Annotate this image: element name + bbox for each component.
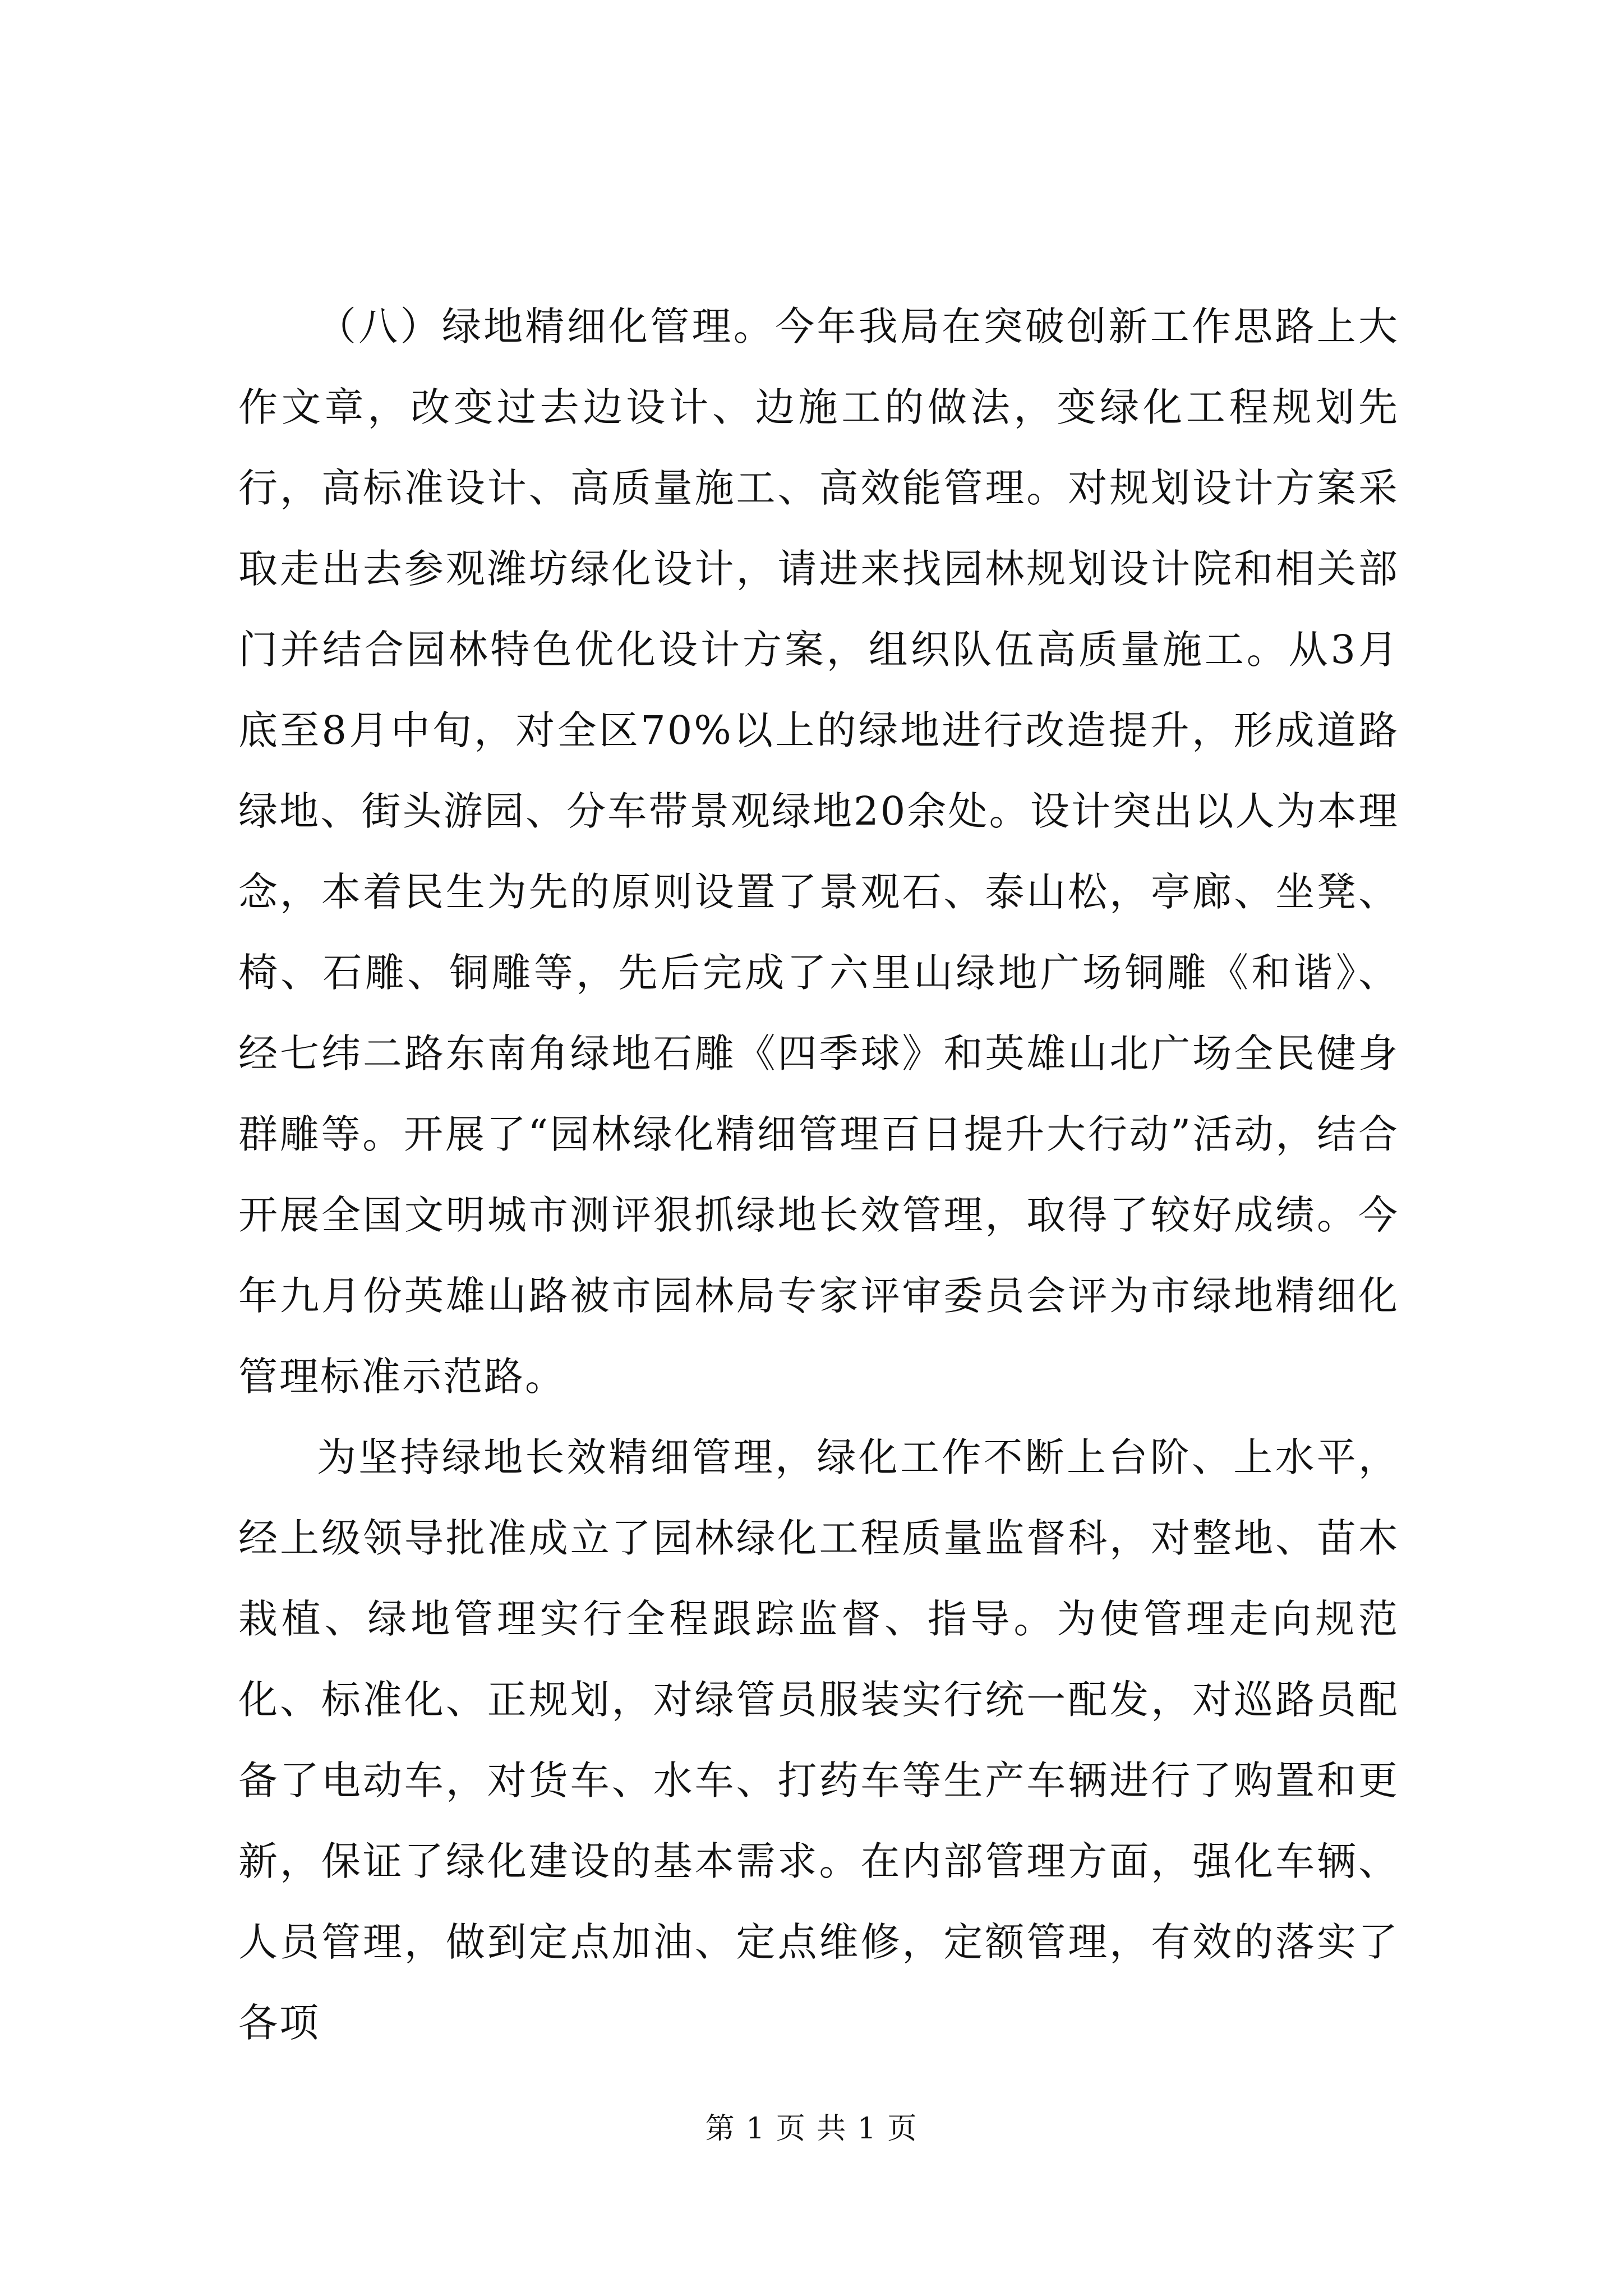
page-footer: 第 1 页 共 1 页 xyxy=(705,2112,918,2146)
paragraph-long-term-management: 为坚持绿地长效精细管理，绿化工作不断上台阶、上水平，经上级领导批准成立了园林绿化工程质量监督科，对整地、苗木栽植、绿地管理实行全程跟踪监督、指导。为使管理走向规范化、标准化、正规划，对绿管员服装实行统一配发，对巡路员配备了电动车，对货车、水车、打药车等生产车辆进行了购置和更新，保证了绿化建设的基本需求。在内部管理方面，强化车辆、人员管理，做到定点加油、定点维修，定额管理，有效的落实了各项 xyxy=(238,1434,1399,2046)
paragraph-green-space-management: （八）绿地精细化管理。今年我局在突破创新工作思路上大作文章，改变过去边设计、边施工的做法，变绿化工程规划先行，高标准设计、高质量施工、高效能管理。对规划设计方案采取走出去参观潍坊绿化设计，请进来找园林规划设计院和相关部门并结合园林特色优化设计方案，组织队伍高质量施工。从3月底至8月中旬，对全区70%以上的绿地进行改造提升，形成道路绿地、街头游园、分车带景观绿地20余处。设计突出以人为本理念，本着民生为先的原则设置了景观石、泰山松，亭廊、坐凳、椅、石雕、铜雕等，先后完成了六里山绿地广场铜雕《和谐》、经七纬二路东南角绿地石雕《四季球》和英雄山北广场全民健身群雕等。开展了“园林绿化精细管理百日提升大行动”活动，结合开展全国文明城市测评狠抓绿地长效管理，取得了较好成绩。今年九月份英雄山路被市园林局专家评审委员会评为市绿地精细化管理标准示范路。 xyxy=(238,303,1399,1400)
document-body xyxy=(238,286,1399,2063)
